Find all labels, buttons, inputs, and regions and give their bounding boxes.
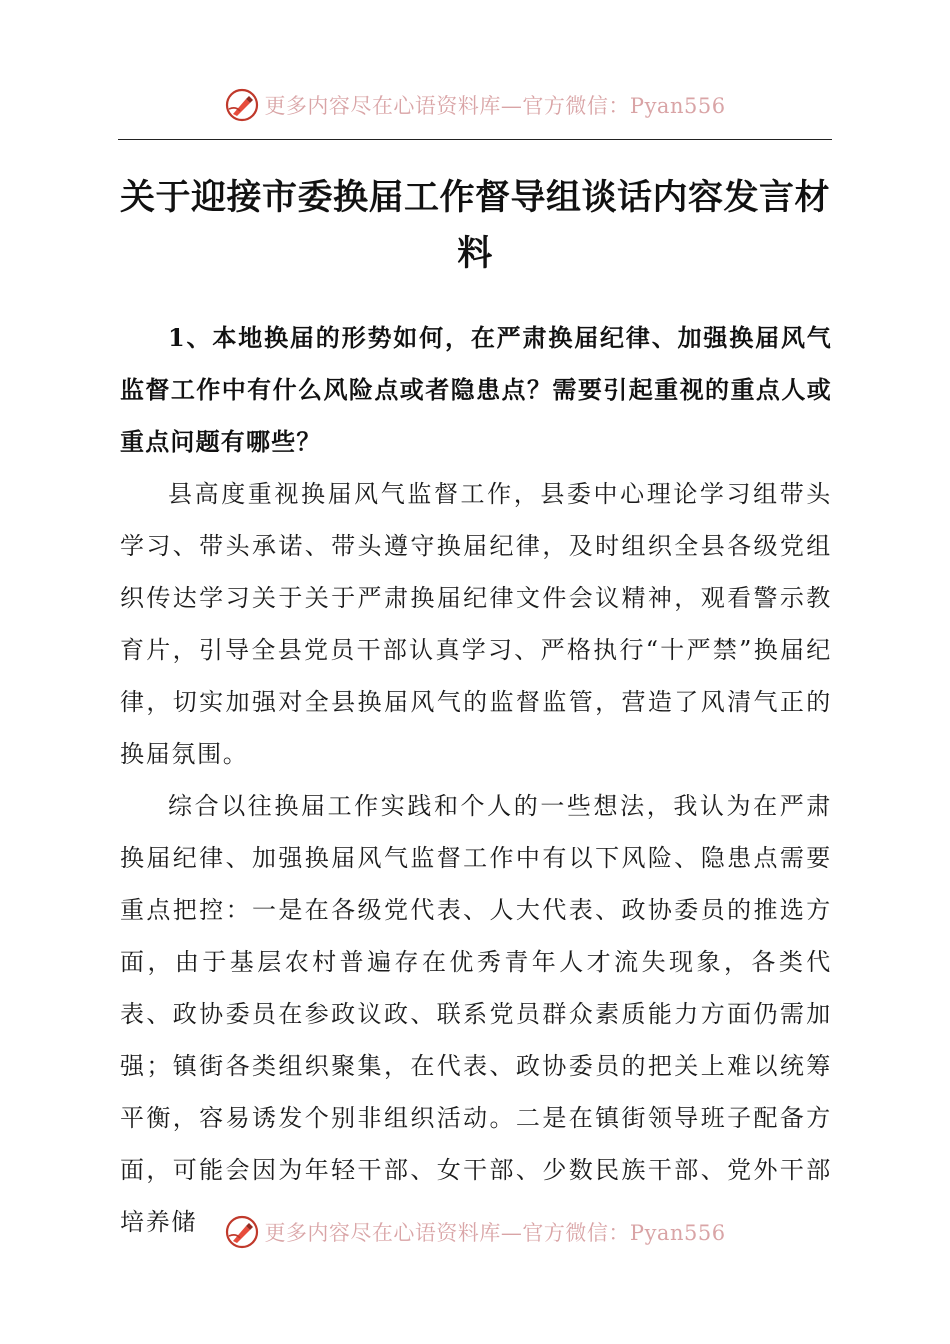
watermark-header [0, 85, 950, 125]
question-heading: 1、本地换届的形势如何，在严肃换届纪律、加强换届风气监督工作中有什么风险点或者隐患点？需要引起重视的重点人或重点问题有哪些？ [120, 323, 832, 456]
watermark-text: 更多内容尽在心语资料库—官方微信：Pyan556 [264, 1221, 726, 1245]
pen-nib-logo-icon [224, 1214, 260, 1250]
header-divider [118, 139, 832, 140]
document-title: 关于迎接市委换届工作督导组谈话内容发言材料 [119, 177, 830, 274]
watermark-text: 更多内容尽在心语资料库—官方微信：Pyan556 [264, 94, 726, 118]
body-paragraph: 县高度重视换届风气监督工作，县委中心理论学习组带头学习、带头承诺、带头遵守换届纪律，及时组织全县各级党组织传达学习关于关于严肃换届纪律文件会议精神，观看警示教育片，引导全县党员干部认真学习、严格执行“十严禁”换届纪律，切实加强对全县换届风气的监督监管，营造了风清气正的换届氛围。 [120, 480, 832, 768]
body-paragraph: 综合以往换届工作实践和个人的一些想法，我认为在严肃换届纪律、加强换届风气监督工作中有以下风险、隐患点需要重点把控：一是在各级党代表、人大代表、政协委员的推选方面，由于基层农村普遍存在优秀青年人才流失现象，各类代表、政协委员在参政议政、联系党员群众素质能力方面仍需加强；镇街各类组织聚集，在代表、政协委员的把关上难以统筹平衡，容易诱发个别非组织活动。二是在镇街领导班子配备方面，可能会因为年轻干部、女干部、少数民族干部、党外干部培养储 [120, 792, 832, 1236]
document-body [120, 312, 832, 1248]
pen-nib-logo-icon [224, 87, 260, 123]
watermark-footer [0, 1212, 950, 1252]
